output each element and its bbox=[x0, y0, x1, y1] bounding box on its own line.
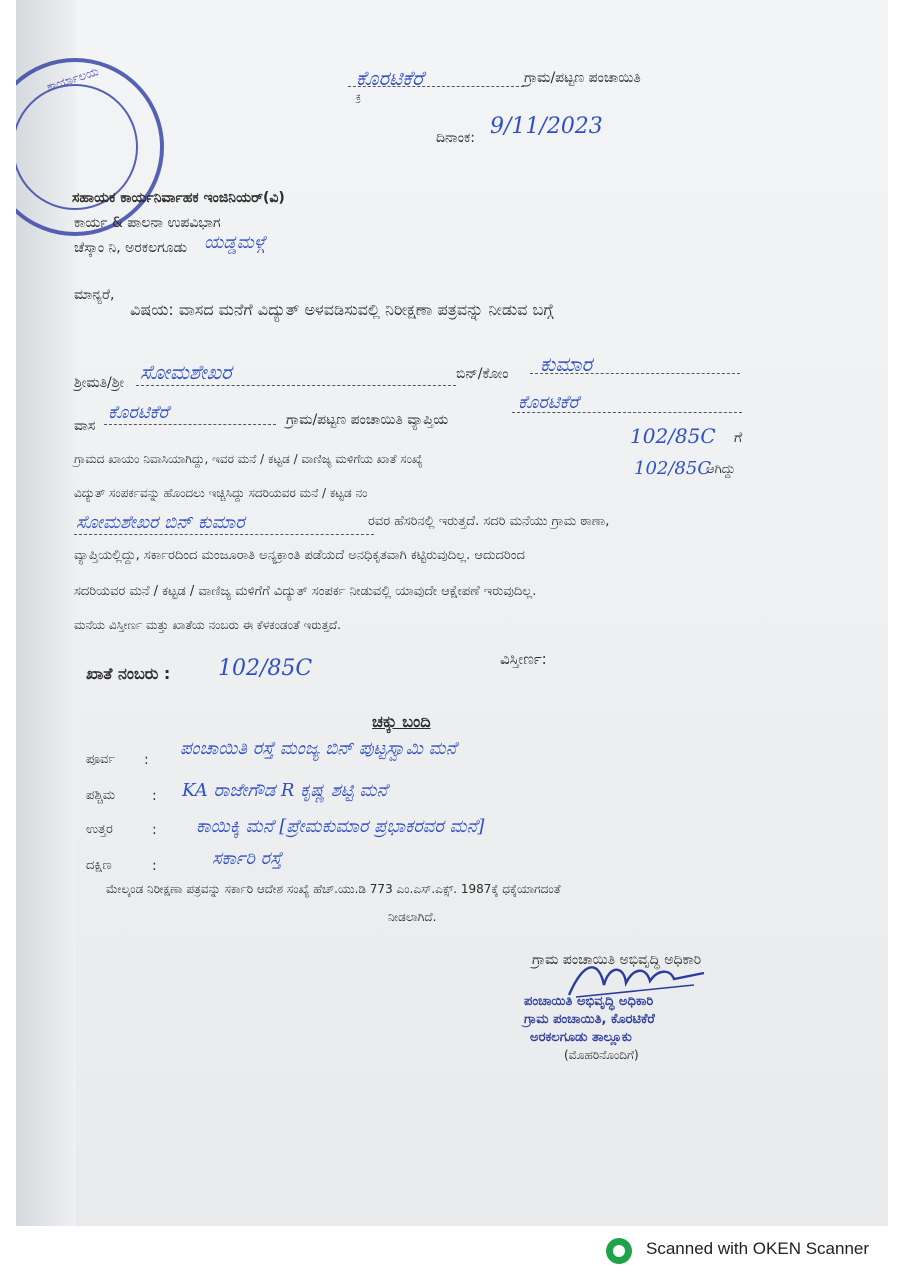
body-l3-suffix: ಗೆ bbox=[734, 430, 743, 446]
boundary-west-colon: : bbox=[152, 788, 157, 804]
father-line bbox=[530, 373, 740, 374]
village-line bbox=[348, 86, 524, 87]
boundary-north-dir: ಉತ್ತರ bbox=[86, 822, 113, 837]
body-l4-text: ವಿದ್ಯುತ್ ಸಂಪರ್ಕವನ್ನು ಹೊಂದಲು ಇಚ್ಚಿಸಿದ್ದು ಸದರಿಯವರ ಮನೆ / ಕಟ್ಟಡ ನಂ bbox=[74, 486, 368, 500]
residence-line bbox=[104, 424, 276, 425]
boundary-south-dir: ದಕ್ಷಿಣ bbox=[86, 858, 112, 873]
body-l2-mid: ಗ್ರಾಮ/ಪಟ್ಟಣ ಪಂಚಾಯಿತಿ ವ್ಯಾಪ್ತಿಯ bbox=[286, 412, 449, 428]
date-value: 9/11/2023 bbox=[490, 114, 603, 139]
boundary-east-value: ಪಂಚಾಯಿತಿ ರಸ್ತೆ ಮಂಜ್ಯ ಬಿನ್ ಪುಟ್ಟಸ್ವಾಮಿ ಮನೆ bbox=[180, 738, 457, 759]
name-line bbox=[136, 385, 456, 386]
seal-line2: ಗ್ರಾಮ ಪಂಚಾಯಿತಿ, ಕೊರಟಿಕೆರೆ bbox=[524, 1012, 655, 1027]
body-l5-text: ರವರ ಹೆಸರಿನಲ್ಲಿ ಇರುತ್ತದೆ. ಸದರಿ ಮನೆಯು ಗ್ರಾಮ ಠಾಣಾ, bbox=[368, 514, 610, 529]
body-l3-text: ಗ್ರಾಮದ ಖಾಯಂ ನಿವಾಸಿಯಾಗಿದ್ದು, ಇವರ ಮನೆ / ಕಟ್ಟಡ / ವಾಣಿಜ್ಯ ಮಳಿಗೆಯ ಖಾತೆ ಸಂಖ್ಯೆ bbox=[74, 452, 423, 466]
seal-note: (ಮೊಹರಿನೊಂದಿಗೆ) bbox=[564, 1048, 639, 1062]
father-name: ಕುಮಾರ bbox=[540, 352, 593, 376]
salutation: ಮಾನ್ಯರೆ, bbox=[74, 287, 115, 303]
body-l8-text: ಮನೆಯ ವಿಸ್ತೀರ್ಣ ಮತ್ತು ಖಾತೆಯ ನಂಬರು ಈ ಕೆಳಕಂಡಂತೆ ಇರುತ್ತದೆ. bbox=[74, 618, 341, 632]
residence-village: ಕೊರಟಿಕೆರೆ bbox=[108, 402, 169, 423]
boundary-west-value: KA ರಾಜೇಗೌಡ R ಕೃಷ್ಣ ಶಟ್ಟಿ ಮನೆ bbox=[182, 780, 388, 801]
boundary-north-value: ಕಾಯಿಕ್ಕಿ ಮನೆ [ಪ್ರೇಮಕುಮಾರ ಪ್ರಭಾಕರವರ ಮನೆ] bbox=[196, 816, 485, 837]
oken-logo-icon bbox=[606, 1238, 632, 1264]
village-handwritten: ಕೊರಟಿಕೆರೆ bbox=[356, 66, 424, 90]
addressee-line1: ಸಹಾಯಕ ಕಾರ್ಯನಿರ್ವಾಹಕ ಇಂಜಿನಿಯರ್(ವಿ) bbox=[72, 190, 285, 206]
boundaries-title: ಚಕ್ಕು ಬಂದಿ bbox=[372, 712, 431, 731]
boundary-north-colon: : bbox=[152, 822, 157, 838]
pv-line bbox=[512, 412, 742, 413]
owner-line bbox=[74, 534, 374, 535]
addressee-line3: ಚೆಸ್ಕಾಂ ನಿ, ಅರಕಲಗೂಡು bbox=[74, 240, 188, 256]
footer-note-line2: ನೀಡಲಾಗಿದೆ. bbox=[388, 910, 437, 924]
body-l1-prefix: ಶ್ರೀಮತಿ/ಶ್ರೀ bbox=[74, 375, 125, 391]
document-page bbox=[16, 0, 888, 1226]
stamp-text: ಕಾರ್ಯಾಲಯ bbox=[44, 64, 101, 94]
footer-note-line1: ಮೇಲ್ಕಂಡ ನಿರೀಕ್ಷಣಾ ಪತ್ರವನ್ನು ಸರ್ಕಾರಿ ಆದೇಶ ಸಂಖ್ಯೆ ಹೆಚ್.ಯು.ಡಿ 773 ಎಂ.ಎಸ್.ಎಕ್ಸ್. 1987ಕ್ಕೆ ಧಕ್ಕೆಯಾಗದಂತೆ bbox=[106, 882, 561, 896]
khata-num-1: 102/85C bbox=[630, 424, 716, 448]
panchayat-village: ಕೊರಟಿಕೆರೆ bbox=[518, 392, 579, 413]
addressee-place-hand: ಯಡ್ಡಮಳ್ಗೆ bbox=[204, 232, 266, 253]
body-l1-mid: ಬಿನ್/ಕೋಂ bbox=[456, 366, 509, 382]
date-label: ದಿನಾಂಕ: bbox=[436, 130, 475, 146]
owner-full-name: ಸೋಮಶೇಖರ ಬಿನ್ ಕುಮಾರ bbox=[76, 512, 245, 533]
body-l6-text: ವ್ಯಾಪ್ತಿಯಲ್ಲಿದ್ದು, ಸರ್ಕಾರದಿಂದ ಮಂಜೂರಾತಿ ಅನ್ಯಕ್ರಾಂತಿ ಪಡೆಯದೆ ಅನಧಿಕೃತವಾಗಿ ಕಟ್ಟಿರುವುದಿಲ್ಲ. ಆದುದರಿಂದ bbox=[74, 548, 525, 563]
boundary-west-dir: ಪಶ್ಚಿಮ bbox=[86, 788, 116, 803]
panchayat-label: ಗ್ರಾಮ/ಪಟ್ಟಣ ಪಂಚಾಯಿತಿ bbox=[524, 70, 641, 86]
boundary-east-colon: : bbox=[144, 752, 149, 768]
officer-title: ಗ್ರಾಮ ಪಂಚಾಯಿತಿ ಅಭಿವೃದ್ಧಿ ಅಧಿಕಾರಿ bbox=[532, 952, 702, 968]
subject: ವಿಷಯ: ವಾಸದ ಮನೆಗೆ ವಿದ್ಯುತ್ ಅಳವಡಿಸುವಲ್ಲಿ ನಿರೀಕ್ಷಣಾ ಪತ್ರವನ್ನು ನೀಡುವ ಬಗ್ಗೆ bbox=[130, 300, 554, 319]
seal-line3: ಅರಕಲಗೂಡು ತಾಲ್ಲೂಕು bbox=[530, 1030, 632, 1045]
area-label: ವಿಸ್ತೀರ್ಣ: bbox=[500, 650, 547, 668]
body-l7-text: ಸದರಿಯವರ ಮನೆ / ಕಟ್ಟಡ / ವಾಣಿಜ್ಯ ಮಳಿಗೆಗೆ ವಿದ್ಯುತ್ ಸಂಪರ್ಕ ನೀಡುವಲ್ಲಿ ಯಾವುದೇ ಆಕ್ಷೇಪಣೆ ಇರುವುದಿಲ್ಲ. bbox=[74, 584, 537, 599]
body-l2-prefix: ವಾಸ bbox=[74, 418, 96, 434]
boundary-south-value: ಸರ್ಕಾರಿ ರಸ್ತೆ bbox=[212, 848, 282, 869]
seal-line1: ಪಂಚಾಯಿತಿ ಅಭಿವೃದ್ಧಿ ಅಧಿಕಾರಿ bbox=[524, 994, 654, 1009]
khata-label: ಖಾತೆ ನಂಬರು : bbox=[86, 664, 171, 683]
building-num: 102/85C bbox=[634, 458, 712, 479]
boundary-east-dir: ಪೂರ್ವ bbox=[86, 752, 116, 767]
ref-mark: ಕ್ರ bbox=[356, 92, 361, 103]
addressee-line2: ಕಾರ್ಯ & ಪಾಲನಾ ಉಪವಿಭಾಗ bbox=[74, 215, 221, 231]
body-l4-suffix: ಆಗಿದ್ದು bbox=[706, 462, 736, 477]
boundary-south-colon: : bbox=[152, 858, 157, 874]
office-round-stamp bbox=[16, 58, 164, 236]
applicant-name: ಸೋಮಶೇಖರ bbox=[140, 360, 232, 384]
scanner-label: Scanned with OKEN Scanner bbox=[646, 1239, 870, 1258]
khata-value: 102/85C bbox=[218, 656, 313, 681]
